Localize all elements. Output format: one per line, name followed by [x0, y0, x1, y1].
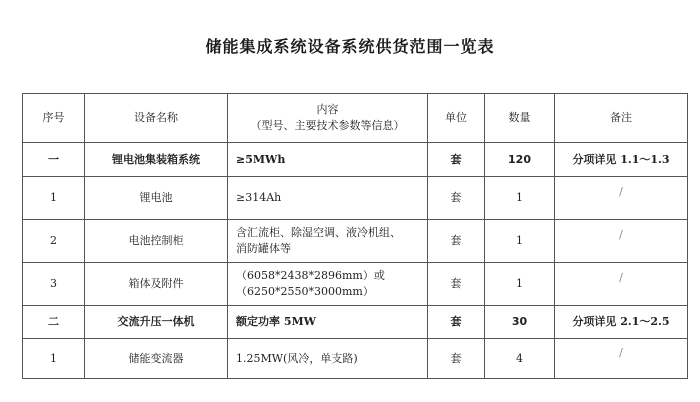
note-slash: / — [619, 271, 623, 284]
note-slash: / — [619, 345, 623, 359]
cell-content-line: 1.25MW(风冷，单支路) — [236, 351, 358, 365]
table-row — [23, 263, 688, 306]
header-qty: 数量 — [485, 94, 555, 143]
cell-seq: 一 — [23, 143, 85, 177]
table-row — [23, 177, 688, 220]
cell-content-line: （6250*2550*3000mm） — [236, 285, 374, 298]
note-slash: / — [619, 228, 623, 241]
document-title: 储能集成系统设备系统供货范围一览表 — [205, 37, 495, 56]
header-content-line1: 内容 — [316, 103, 339, 116]
header-content-line2: （型号、主要技术参数等信息） — [250, 119, 405, 132]
cell-content-line: ≥314Ah — [236, 191, 282, 204]
cell-note — [555, 177, 688, 220]
cell-qty: 1 — [485, 220, 555, 263]
cell-name: 锂电池 — [85, 177, 228, 220]
cell-qty: 120 — [485, 143, 555, 177]
cell-qty: 1 — [485, 263, 555, 306]
cell-content — [228, 177, 428, 220]
cell-unit: 套 — [428, 263, 485, 306]
cell-note: 分项详见 2.1～2.5 — [555, 306, 688, 339]
cell-unit: 套 — [428, 177, 485, 220]
cell-note — [555, 339, 688, 379]
cell-seq: 3 — [23, 263, 85, 306]
table-row-group — [23, 143, 688, 177]
cell-name: 交流升压一体机 — [85, 306, 228, 339]
cell-unit: 套 — [428, 306, 485, 339]
cell-unit: 套 — [428, 220, 485, 263]
table-header-row — [23, 94, 688, 143]
header-name: 设备名称 — [85, 94, 228, 143]
cell-seq: 二 — [23, 306, 85, 339]
table-row-group — [23, 306, 688, 339]
cell-content-line: ≥5MWh — [236, 152, 286, 166]
cell-note: 分项详见 1.1～1.3 — [555, 143, 688, 177]
cell-note — [555, 220, 688, 263]
cell-unit: 套 — [428, 339, 485, 379]
cell-name: 电池控制柜 — [85, 220, 228, 263]
note-slash: / — [619, 185, 623, 198]
supply-scope-table — [22, 93, 688, 379]
table-row — [23, 339, 688, 379]
cell-seq: 1 — [23, 339, 85, 379]
header-note: 备注 — [555, 94, 688, 143]
cell-note — [555, 263, 688, 306]
cell-content-line: （6058*2438*2896mm）或 — [236, 269, 385, 282]
header-seq: 序号 — [23, 94, 85, 143]
header-unit: 单位 — [428, 94, 485, 143]
cell-qty: 30 — [485, 306, 555, 339]
table-row — [23, 220, 688, 263]
cell-content-line: 额定功率 5MW — [236, 315, 317, 328]
cell-name: 箱体及附件 — [85, 263, 228, 306]
cell-content — [228, 339, 428, 379]
cell-content — [228, 306, 428, 339]
cell-content-line: 含汇流柜、除湿空调、液冷机组、 — [236, 226, 401, 239]
cell-unit: 套 — [428, 143, 485, 177]
header-content — [228, 94, 428, 143]
cell-name: 储能变流器 — [85, 339, 228, 379]
cell-content — [228, 220, 428, 263]
cell-name: 锂电池集装箱系统 — [85, 143, 228, 177]
cell-seq: 2 — [23, 220, 85, 263]
cell-content — [228, 263, 428, 306]
cell-qty: 4 — [485, 339, 555, 379]
cell-content-line: 消防罐体等 — [236, 242, 291, 255]
cell-seq: 1 — [23, 177, 85, 220]
cell-qty: 1 — [485, 177, 555, 220]
cell-content — [228, 143, 428, 177]
